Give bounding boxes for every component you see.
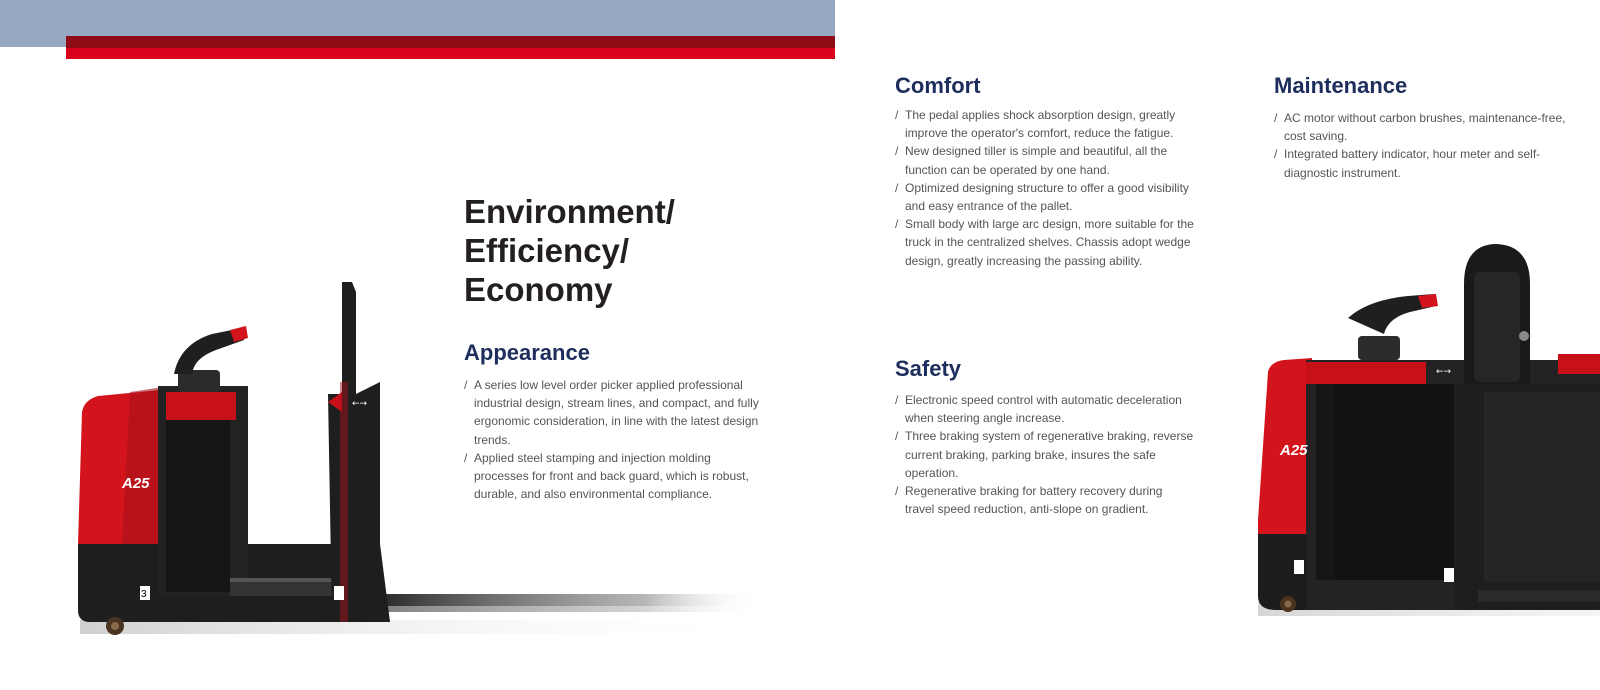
headline: Environment/ Efficiency/ Economy bbox=[464, 193, 675, 308]
order-picker-truck-right-image bbox=[1258, 244, 1600, 644]
appearance-item: / A series low level order picker applied professional industrial design, stream lines, and compact, and fully ergonomic consideration, in line with the latest design trends. bbox=[464, 376, 764, 449]
comfort-heading: Comfort bbox=[895, 73, 981, 98]
comfort-item: / New designed tiller is simple and beautiful, all the function can be operated by one hand. bbox=[895, 142, 1195, 178]
model-badge: A25 bbox=[1280, 442, 1308, 459]
safety-list bbox=[895, 391, 1195, 518]
appearance-item: / Applied steel stamping and injection molding processes for front and back guard, which is robust, durable, and also environmental compliance. bbox=[464, 449, 764, 504]
maintenance-item: / AC motor without carbon brushes, maintenance-free, cost saving. bbox=[1274, 109, 1584, 145]
maintenance-list bbox=[1274, 109, 1584, 182]
comfort-item: / Optimized designing structure to offer a good visibility and easy entrance of the pallet. bbox=[895, 179, 1195, 215]
direction-label: ←→ bbox=[1436, 367, 1452, 377]
key-label: 3 bbox=[141, 589, 147, 600]
comfort-item: / The pedal applies shock absorption design, greatly improve the operator's comfort, reduce the fatigue. bbox=[895, 106, 1195, 142]
safety-item: / Regenerative braking for battery recovery during travel speed reduction, anti-slope on gradient. bbox=[895, 482, 1195, 518]
safety-item: / Three braking system of regenerative braking, reverse current braking, parking brake, insures the safe operation. bbox=[895, 427, 1195, 482]
direction-label: ←→ bbox=[352, 399, 368, 409]
comfort-item: / Small body with large arc design, more suitable for the truck in the centralized shelves. Chassis adopt wedge design, greatly increasing the passing ability. bbox=[895, 215, 1195, 270]
maintenance-heading: Maintenance bbox=[1274, 73, 1408, 98]
model-badge: A25 bbox=[122, 475, 150, 492]
comfort-list bbox=[895, 106, 1195, 270]
appearance-list bbox=[464, 376, 764, 503]
appearance-heading: Appearance bbox=[464, 340, 590, 365]
red-stripe bbox=[66, 48, 835, 59]
maintenance-item: / Integrated battery indicator, hour meter and self-diagnostic instrument. bbox=[1274, 145, 1584, 181]
safety-item: / Electronic speed control with automatic deceleration when steering angle increase. bbox=[895, 391, 1195, 427]
safety-heading: Safety bbox=[895, 356, 962, 381]
